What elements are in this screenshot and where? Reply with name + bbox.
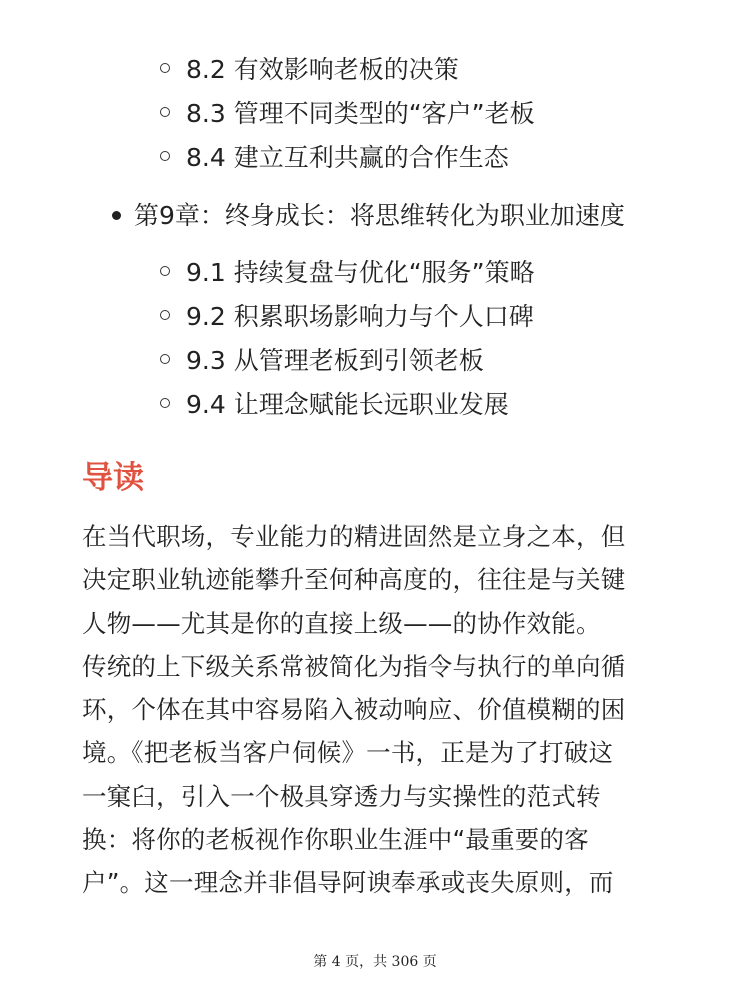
section-label: 9.4 让理念赋能长远职业发展 [186,390,509,419]
list-item [186,52,459,88]
list-item [186,343,484,379]
list-item [186,387,509,423]
hollow-bullet-icon [160,151,170,161]
section-label: 8.4 建立互利共赢的合作生态 [186,143,509,172]
section-label: 9.3 从管理老板到引领老板 [186,346,484,375]
hollow-bullet-icon [160,107,170,117]
section-heading: 导读 [82,460,144,496]
hollow-bullet-icon [160,63,170,73]
page-indicator: 第 4 页，共 306 页 [313,954,437,970]
section-label: 9.2 积累职场影响力与个人口碑 [186,302,534,331]
list-item [186,255,535,291]
chapter-item [134,198,625,234]
section-label: 8.3 管理不同类型的“客户”老板 [186,99,535,128]
chapter-label: 第9章：终身成长：将思维转化为职业加速度 [134,201,625,230]
hollow-bullet-icon [160,266,170,276]
intro-paragraph: 在当代职场，专业能力的精进固然是立身之本，但 决定职业轨迹能攀升至何种高度的，往往是与关键 人物——尤其是你的直接上级——的协作效能。 传统的上下级关系常被简化为指令与执行的单向循 环，个体在其中容易陷入被动响应、价值模糊的困 境。《把老板当客户伺候》一书，正是为了打破这 一窠臼，引入一个极具穿透力与实操性的范式转 换：将你的老板视作你职业生涯中“最重要的客 户”。这一理念并非倡导阿谀奉承或丧失原则，而 [82,522,626,898]
hollow-bullet-icon [160,310,170,320]
section-label: 9.1 持续复盘与优化“服务”策略 [186,258,535,287]
hollow-bullet-icon [160,354,170,364]
list-item [186,299,534,335]
list-item [186,140,509,176]
filled-bullet-icon [112,211,121,220]
section-label: 8.2 有效影响老板的决策 [186,55,459,84]
list-item [186,96,535,132]
hollow-bullet-icon [160,398,170,408]
